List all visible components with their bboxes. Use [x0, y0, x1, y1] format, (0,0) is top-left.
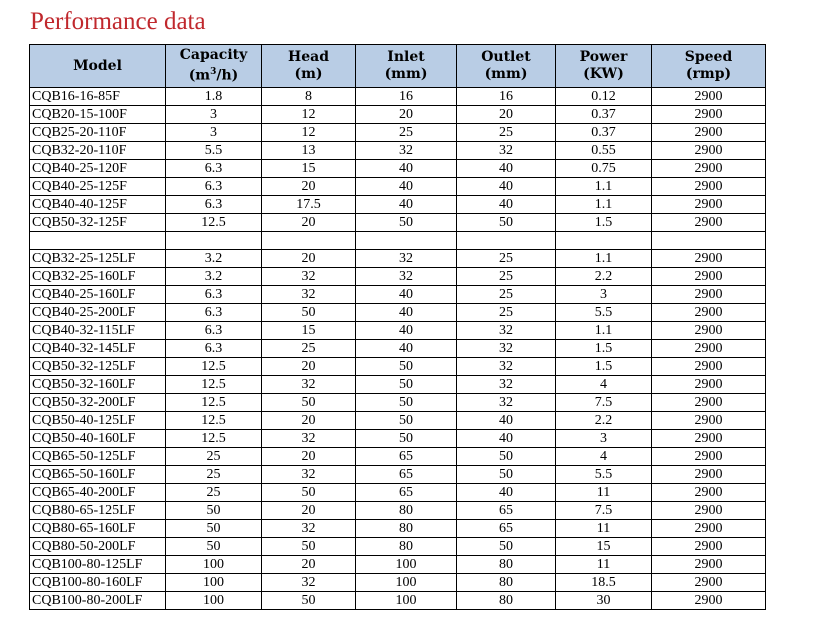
cell-speed: 2900 — [652, 412, 766, 430]
cell-power: 2.2 — [556, 268, 652, 286]
cell-power: 1.1 — [556, 196, 652, 214]
cell-capacity: 12.5 — [166, 376, 262, 394]
cell-capacity: 50 — [166, 538, 262, 556]
cell-outlet: 40 — [457, 178, 556, 196]
cell-speed: 2900 — [652, 574, 766, 592]
cell-head: 20 — [262, 250, 356, 268]
cell-model: CQB50-32-160LF — [30, 376, 166, 394]
cell-outlet: 40 — [457, 196, 556, 214]
cell-capacity: 100 — [166, 574, 262, 592]
header-head: Head (m) — [262, 45, 356, 88]
cell-inlet: 40 — [356, 286, 457, 304]
spacer-cell — [556, 232, 652, 250]
cell-capacity: 12.5 — [166, 214, 262, 232]
cell-capacity: 100 — [166, 556, 262, 574]
cell-inlet: 50 — [356, 412, 457, 430]
cell-capacity: 50 — [166, 520, 262, 538]
cell-power: 0.55 — [556, 142, 652, 160]
header-capacity — [166, 45, 262, 88]
cell-speed: 2900 — [652, 502, 766, 520]
cell-inlet: 40 — [356, 196, 457, 214]
cell-head: 50 — [262, 538, 356, 556]
cell-outlet: 40 — [457, 160, 556, 178]
table-row — [30, 88, 766, 106]
cell-capacity: 6.3 — [166, 286, 262, 304]
table-row — [30, 124, 766, 142]
header-model: Model — [30, 45, 166, 88]
cell-outlet: 40 — [457, 412, 556, 430]
cell-speed: 2900 — [652, 376, 766, 394]
cell-speed: 2900 — [652, 304, 766, 322]
cell-model: CQB32-25-160LF — [30, 268, 166, 286]
cell-head: 20 — [262, 448, 356, 466]
cell-outlet: 50 — [457, 214, 556, 232]
cell-power: 1.1 — [556, 322, 652, 340]
cell-power: 4 — [556, 448, 652, 466]
cell-speed: 2900 — [652, 394, 766, 412]
cell-head: 15 — [262, 160, 356, 178]
cell-head: 17.5 — [262, 196, 356, 214]
cell-head: 32 — [262, 574, 356, 592]
cell-outlet: 32 — [457, 142, 556, 160]
cell-outlet: 80 — [457, 556, 556, 574]
cell-outlet: 32 — [457, 376, 556, 394]
cell-capacity: 50 — [166, 502, 262, 520]
cell-power: 0.12 — [556, 88, 652, 106]
cell-inlet: 32 — [356, 142, 457, 160]
cell-head: 20 — [262, 214, 356, 232]
cell-capacity: 25 — [166, 466, 262, 484]
cell-model: CQB40-25-120F — [30, 160, 166, 178]
cell-speed: 2900 — [652, 592, 766, 610]
cell-outlet: 50 — [457, 448, 556, 466]
cell-capacity: 12.5 — [166, 394, 262, 412]
cell-speed: 2900 — [652, 124, 766, 142]
cell-speed: 2900 — [652, 250, 766, 268]
header-capacity-label: Capacity — [179, 47, 248, 64]
table-row — [30, 160, 766, 178]
cell-power: 1.5 — [556, 214, 652, 232]
cell-speed: 2900 — [652, 448, 766, 466]
cell-model: CQB100-80-125LF — [30, 556, 166, 574]
cell-outlet: 25 — [457, 124, 556, 142]
cell-power: 5.5 — [556, 466, 652, 484]
cell-capacity: 5.5 — [166, 142, 262, 160]
page-title: Performance data — [30, 8, 206, 35]
cell-capacity: 6.3 — [166, 178, 262, 196]
cell-head: 32 — [262, 520, 356, 538]
cell-speed: 2900 — [652, 286, 766, 304]
cell-capacity: 25 — [166, 484, 262, 502]
cell-capacity: 3 — [166, 106, 262, 124]
cell-inlet: 50 — [356, 376, 457, 394]
table-row — [30, 322, 766, 340]
header-outlet: Outlet (mm) — [457, 45, 556, 88]
cell-power: 0.37 — [556, 106, 652, 124]
cell-model: CQB50-32-200LF — [30, 394, 166, 412]
table-row — [30, 520, 766, 538]
cell-outlet: 50 — [457, 466, 556, 484]
cell-head: 12 — [262, 124, 356, 142]
cell-speed: 2900 — [652, 538, 766, 556]
cell-inlet: 40 — [356, 160, 457, 178]
table-row — [30, 484, 766, 502]
cell-head: 8 — [262, 88, 356, 106]
cell-head: 32 — [262, 466, 356, 484]
cell-power: 0.37 — [556, 124, 652, 142]
cell-power: 4 — [556, 376, 652, 394]
spacer-row — [30, 232, 766, 250]
cell-inlet: 25 — [356, 124, 457, 142]
cell-model: CQB100-80-200LF — [30, 592, 166, 610]
cell-head: 32 — [262, 268, 356, 286]
cell-capacity: 12.5 — [166, 358, 262, 376]
cell-head: 32 — [262, 430, 356, 448]
table-row — [30, 340, 766, 358]
cell-inlet: 32 — [356, 250, 457, 268]
cell-head: 20 — [262, 502, 356, 520]
cell-model: CQB80-50-200LF — [30, 538, 166, 556]
table-row — [30, 448, 766, 466]
header-row — [30, 45, 766, 88]
table-row — [30, 574, 766, 592]
cell-inlet: 50 — [356, 430, 457, 448]
spacer-cell — [652, 232, 766, 250]
cell-head: 50 — [262, 592, 356, 610]
cell-inlet: 50 — [356, 394, 457, 412]
cell-model: CQB20-15-100F — [30, 106, 166, 124]
cell-outlet: 65 — [457, 520, 556, 538]
cell-speed: 2900 — [652, 340, 766, 358]
cell-inlet: 80 — [356, 538, 457, 556]
table-row — [30, 394, 766, 412]
cell-inlet: 65 — [356, 448, 457, 466]
cell-capacity: 3 — [166, 124, 262, 142]
cell-power: 11 — [556, 556, 652, 574]
cell-head: 15 — [262, 322, 356, 340]
cell-capacity: 12.5 — [166, 430, 262, 448]
cell-head: 20 — [262, 178, 356, 196]
cell-model: CQB40-40-125F — [30, 196, 166, 214]
cell-head: 50 — [262, 394, 356, 412]
cell-outlet: 65 — [457, 502, 556, 520]
cell-inlet: 40 — [356, 178, 457, 196]
cell-power: 3 — [556, 430, 652, 448]
cell-inlet: 50 — [356, 358, 457, 376]
cell-head: 32 — [262, 286, 356, 304]
cell-outlet: 80 — [457, 574, 556, 592]
table-row — [30, 250, 766, 268]
cell-power: 7.5 — [556, 394, 652, 412]
cell-inlet: 40 — [356, 340, 457, 358]
header-capacity-unit: $(m^3/h)$ — [188, 67, 239, 84]
table-row — [30, 286, 766, 304]
cell-model: CQB100-80-160LF — [30, 574, 166, 592]
cell-power: 0.75 — [556, 160, 652, 178]
cell-inlet: 20 — [356, 106, 457, 124]
table-row — [30, 376, 766, 394]
table-header — [30, 45, 766, 88]
table-row — [30, 502, 766, 520]
cell-capacity: 6.3 — [166, 160, 262, 178]
cell-capacity: 6.3 — [166, 196, 262, 214]
cell-model: CQB32-25-125LF — [30, 250, 166, 268]
cell-capacity: 3.2 — [166, 250, 262, 268]
cell-speed: 2900 — [652, 466, 766, 484]
cell-inlet: 100 — [356, 574, 457, 592]
cell-inlet: 32 — [356, 268, 457, 286]
cell-model: CQB40-25-160LF — [30, 286, 166, 304]
cell-model: CQB40-25-125F — [30, 178, 166, 196]
cell-head: 32 — [262, 376, 356, 394]
cell-outlet: 25 — [457, 268, 556, 286]
cell-outlet: 25 — [457, 286, 556, 304]
spacer-cell — [30, 232, 166, 250]
cell-power: 11 — [556, 484, 652, 502]
cell-inlet: 50 — [356, 214, 457, 232]
cell-outlet: 25 — [457, 250, 556, 268]
cell-speed: 2900 — [652, 322, 766, 340]
table-row — [30, 178, 766, 196]
cell-power: 18.5 — [556, 574, 652, 592]
cell-power: 7.5 — [556, 502, 652, 520]
cell-head: 12 — [262, 106, 356, 124]
cell-power: 5.5 — [556, 304, 652, 322]
cell-capacity: 3.2 — [166, 268, 262, 286]
cell-outlet: 16 — [457, 88, 556, 106]
cell-outlet: 32 — [457, 340, 556, 358]
cell-model: CQB40-25-200LF — [30, 304, 166, 322]
cell-speed: 2900 — [652, 160, 766, 178]
cell-speed: 2900 — [652, 268, 766, 286]
table-row — [30, 304, 766, 322]
cell-power: 1.1 — [556, 178, 652, 196]
cell-outlet: 32 — [457, 358, 556, 376]
cell-model: CQB50-32-125F — [30, 214, 166, 232]
cell-inlet: 80 — [356, 520, 457, 538]
cell-inlet: 65 — [356, 484, 457, 502]
cell-inlet: 40 — [356, 322, 457, 340]
cell-inlet: 80 — [356, 502, 457, 520]
cell-outlet: 20 — [457, 106, 556, 124]
cell-power: 2.2 — [556, 412, 652, 430]
cell-outlet: 25 — [457, 304, 556, 322]
cell-outlet: 40 — [457, 430, 556, 448]
table-row — [30, 430, 766, 448]
cell-capacity: 12.5 — [166, 412, 262, 430]
cell-head: 13 — [262, 142, 356, 160]
table-row — [30, 196, 766, 214]
cell-capacity: 1.8 — [166, 88, 262, 106]
cell-head: 20 — [262, 358, 356, 376]
cell-inlet: 40 — [356, 304, 457, 322]
cell-outlet: 80 — [457, 592, 556, 610]
spacer-cell — [356, 232, 457, 250]
table-row — [30, 106, 766, 124]
table-row — [30, 592, 766, 610]
cell-model: CQB50-32-125LF — [30, 358, 166, 376]
cell-speed: 2900 — [652, 106, 766, 124]
cell-model: CQB40-32-145LF — [30, 340, 166, 358]
cell-speed: 2900 — [652, 484, 766, 502]
cell-model: CQB32-20-110F — [30, 142, 166, 160]
cell-model: CQB80-65-125LF — [30, 502, 166, 520]
cell-speed: 2900 — [652, 178, 766, 196]
cell-model: CQB65-50-160LF — [30, 466, 166, 484]
table-row — [30, 538, 766, 556]
header-inlet: Inlet (mm) — [356, 45, 457, 88]
cell-power: 1.5 — [556, 340, 652, 358]
cell-capacity: 6.3 — [166, 340, 262, 358]
cell-head: 20 — [262, 412, 356, 430]
table-row — [30, 556, 766, 574]
cell-model: CQB80-65-160LF — [30, 520, 166, 538]
cell-power: 11 — [556, 520, 652, 538]
cell-inlet: 65 — [356, 466, 457, 484]
cell-speed: 2900 — [652, 520, 766, 538]
table-row — [30, 358, 766, 376]
cell-capacity: 6.3 — [166, 322, 262, 340]
cell-outlet: 50 — [457, 538, 556, 556]
cell-speed: 2900 — [652, 214, 766, 232]
cell-capacity: 100 — [166, 592, 262, 610]
cell-head: 25 — [262, 340, 356, 358]
spacer-cell — [166, 232, 262, 250]
cell-speed: 2900 — [652, 196, 766, 214]
cell-inlet: 100 — [356, 556, 457, 574]
cell-model: CQB50-40-160LF — [30, 430, 166, 448]
header-speed: Speed (rmp) — [652, 45, 766, 88]
table-row — [30, 142, 766, 160]
spacer-cell — [262, 232, 356, 250]
cell-power: 3 — [556, 286, 652, 304]
cell-head: 20 — [262, 556, 356, 574]
cell-capacity: 25 — [166, 448, 262, 466]
table-row — [30, 466, 766, 484]
cell-power: 15 — [556, 538, 652, 556]
cell-speed: 2900 — [652, 142, 766, 160]
header-power: Power (KW) — [556, 45, 652, 88]
table-row — [30, 214, 766, 232]
cell-speed: 2900 — [652, 556, 766, 574]
cell-outlet: 40 — [457, 484, 556, 502]
cell-model: CQB65-50-125LF — [30, 448, 166, 466]
table-row — [30, 268, 766, 286]
cell-inlet: 100 — [356, 592, 457, 610]
cell-model: CQB25-20-110F — [30, 124, 166, 142]
cell-speed: 2900 — [652, 88, 766, 106]
cell-outlet: 32 — [457, 394, 556, 412]
table-row — [30, 412, 766, 430]
cell-speed: 2900 — [652, 358, 766, 376]
cell-head: 50 — [262, 484, 356, 502]
spacer-cell — [457, 232, 556, 250]
cell-model: CQB40-32-115LF — [30, 322, 166, 340]
cell-power: 1.1 — [556, 250, 652, 268]
cell-head: 50 — [262, 304, 356, 322]
cell-capacity: 6.3 — [166, 304, 262, 322]
table-body — [30, 88, 766, 610]
performance-table — [29, 44, 766, 610]
cell-model: CQB65-40-200LF — [30, 484, 166, 502]
cell-speed: 2900 — [652, 430, 766, 448]
cell-power: 1.5 — [556, 358, 652, 376]
cell-outlet: 32 — [457, 322, 556, 340]
cell-inlet: 16 — [356, 88, 457, 106]
cell-power: 30 — [556, 592, 652, 610]
cell-model: CQB50-40-125LF — [30, 412, 166, 430]
cell-model: CQB16-16-85F — [30, 88, 166, 106]
